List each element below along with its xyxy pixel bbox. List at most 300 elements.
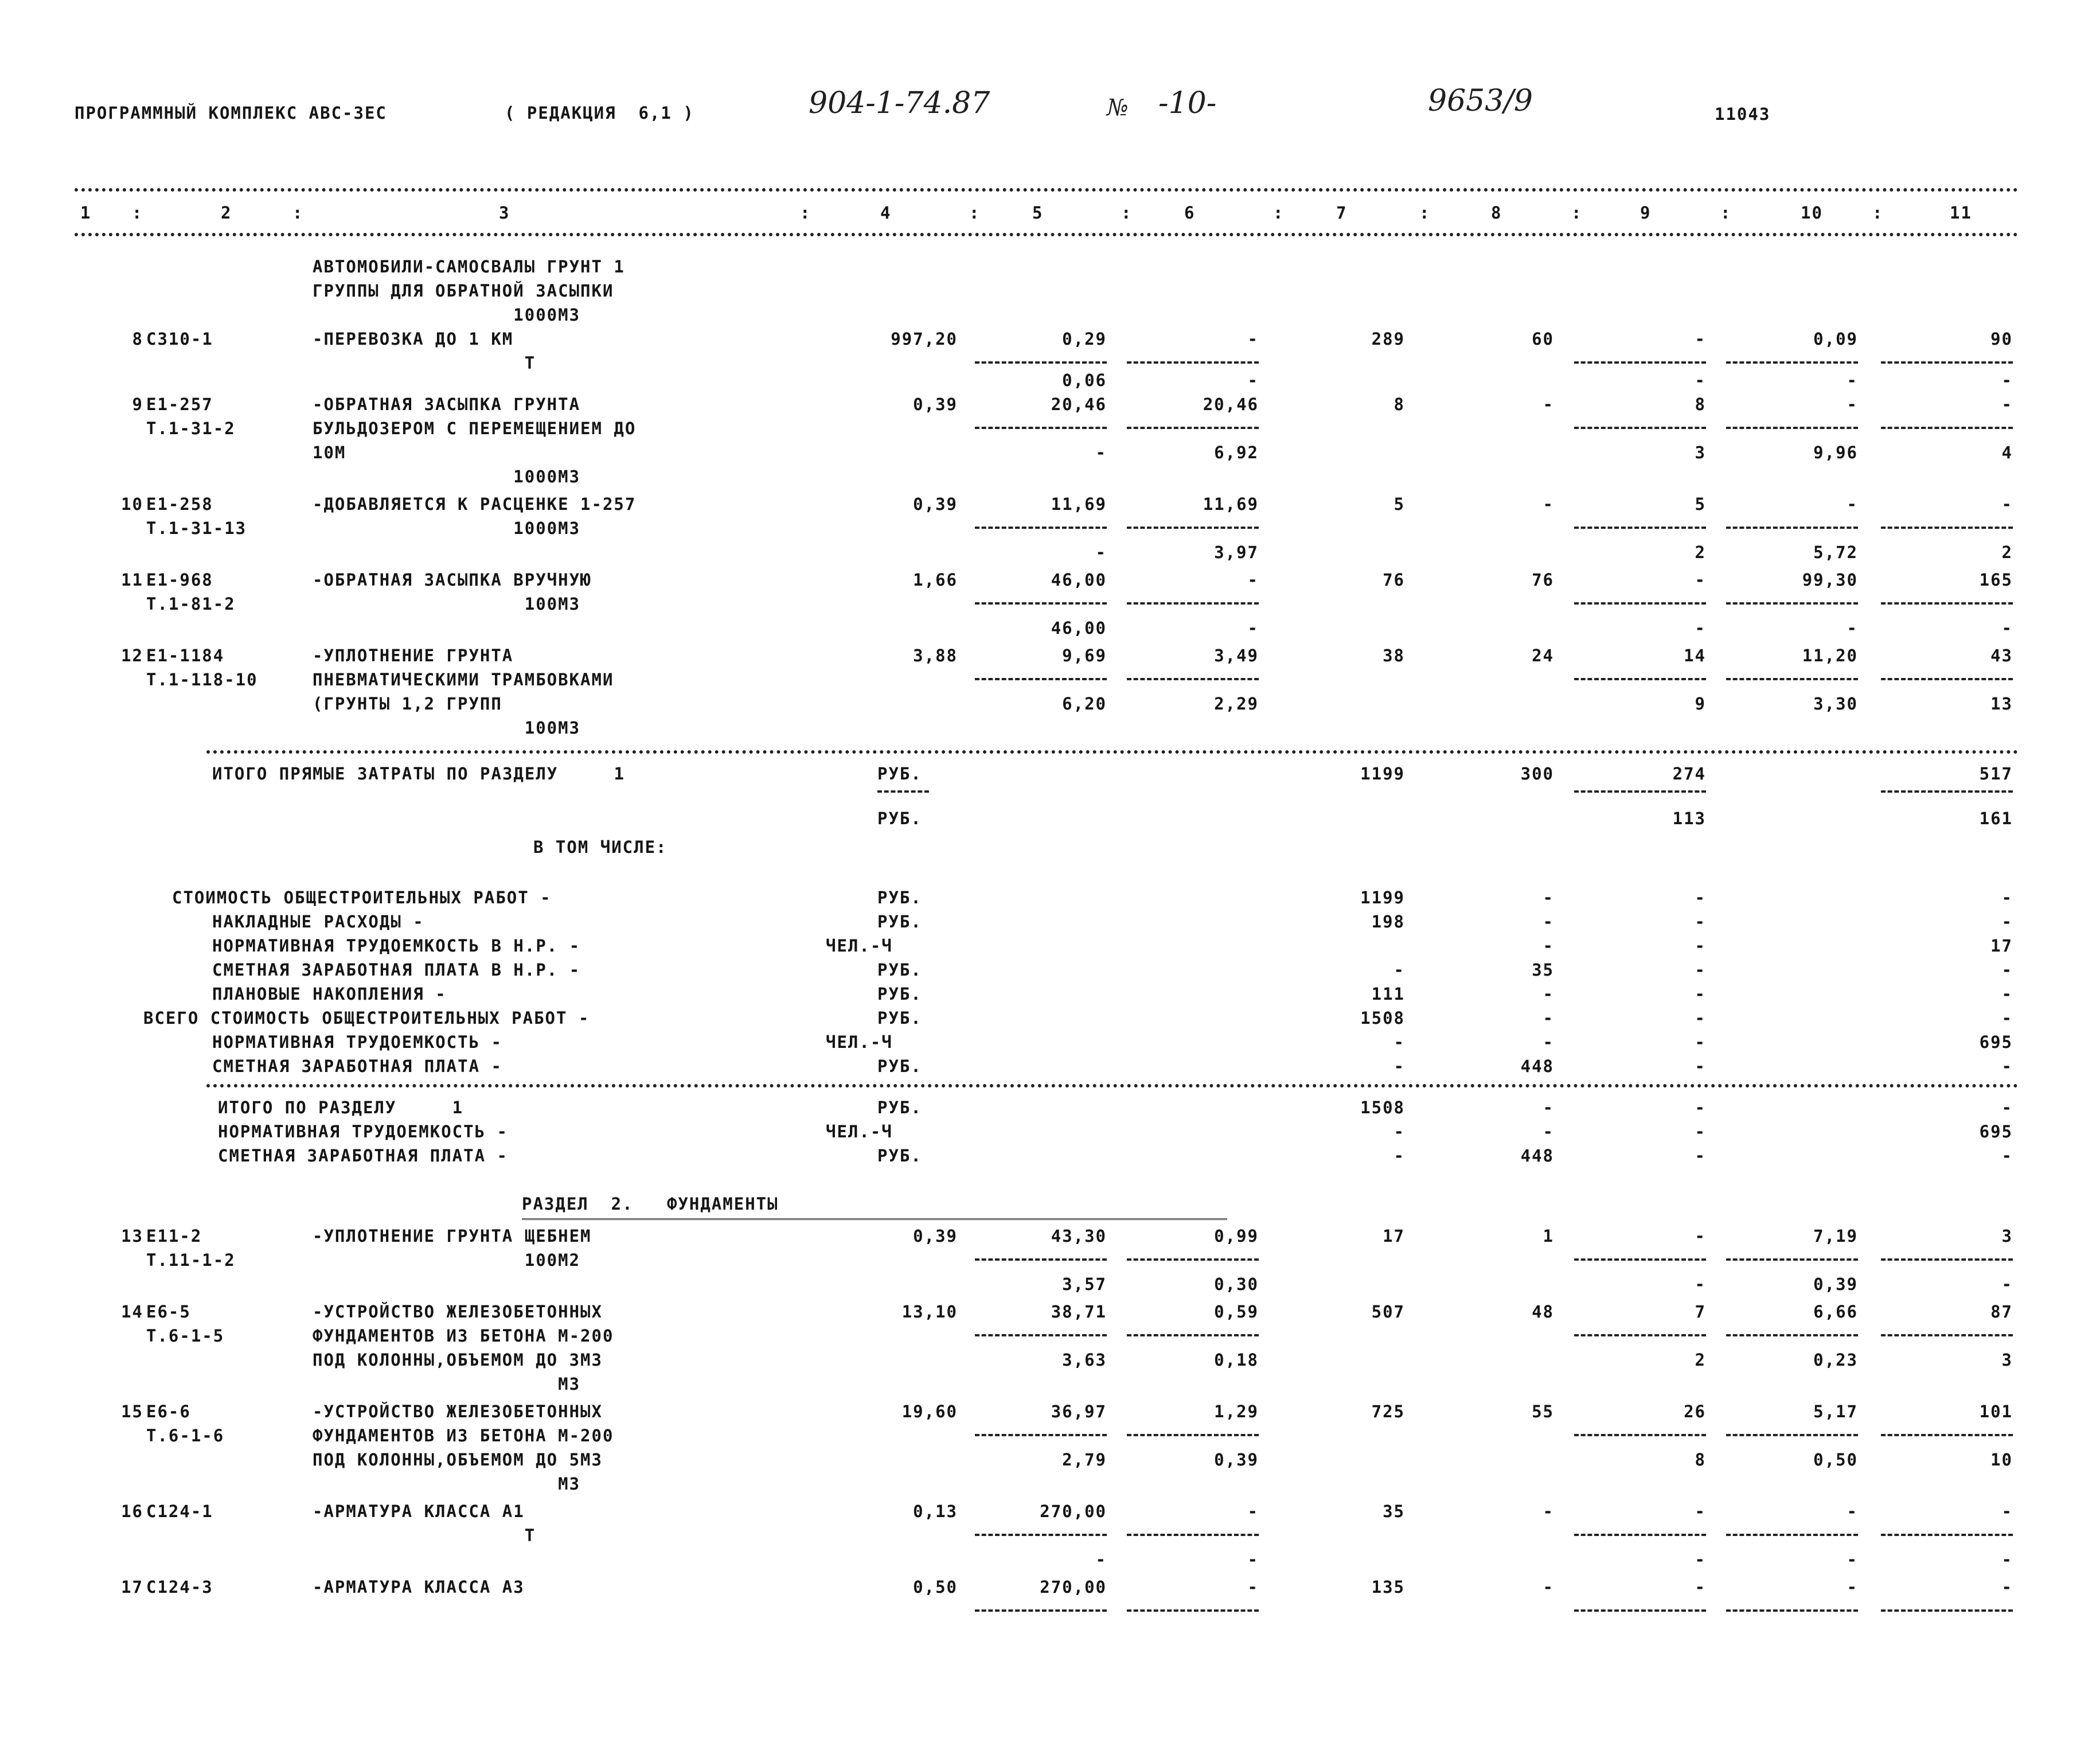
subtotal-dash-line [1574, 427, 1706, 429]
section-2-underline [522, 1218, 1227, 1220]
section-total-label: ИТОГО ПРЯМЫЕ ЗАТРАТЫ ПО РАЗДЕЛУ 1 [212, 764, 626, 783]
section-summary-labor: - [2001, 1146, 2013, 1165]
summary-cost: - [1394, 1032, 1405, 1052]
item-description-line: 100М3 [313, 718, 581, 738]
page-number: -10- [1158, 86, 1217, 120]
item-description-line: -УСТРОЙСТВО ЖЕЛЕЗОБЕТОННЫХ [313, 1302, 603, 1322]
unit-cost-machines: 0,99 [1214, 1226, 1259, 1246]
machine-wages: 9 [1695, 694, 1706, 714]
subtotal-dash-line [1574, 1434, 1706, 1436]
labor-total: 165 [1979, 570, 2013, 590]
summary-cost: - [1394, 960, 1405, 980]
section-summary-unit: РУБ. [877, 1098, 922, 1117]
rate-reference: Т.6-1-5 [146, 1326, 225, 1346]
subtotal-dash-line [1127, 602, 1259, 605]
subtotal-dash-line [1127, 1534, 1259, 1536]
unit-dash-line [877, 790, 929, 793]
total-wages: - [1543, 395, 1554, 414]
section-summary-unit: ЧЕЛ.-Ч [826, 1122, 893, 1141]
document-number: 9653/9 [1428, 84, 1533, 118]
unit-wages: 3,57 [1062, 1274, 1107, 1294]
labor-unit: 11,20 [1802, 646, 1858, 665]
subtotal-dash-line [1726, 527, 1858, 529]
total-wages: 24 [1532, 646, 1554, 665]
subtotal-dash-line [1127, 1434, 1259, 1436]
subtotal-dash-line [1574, 1609, 1706, 1612]
section-rule [206, 1084, 2019, 1087]
previous-labor-unit: - [1847, 371, 1858, 390]
summary-labor: - [2001, 960, 2013, 980]
labor-total: - [2001, 395, 2013, 414]
machine-wages: - [1695, 1274, 1706, 1294]
subtotal-dash-line [975, 1609, 1107, 1612]
labor-unit: - [1847, 1502, 1858, 1521]
subtotal-dash-line [1726, 678, 1858, 680]
subtotal-dash-line [1127, 1609, 1259, 1612]
labor-machine-total: 10 [1990, 1450, 2013, 1469]
item-description-line: ГРУППЫ ДЛЯ ОБРАТНОЙ ЗАСЫПКИ [313, 281, 614, 301]
column-separator: : [1720, 203, 1732, 223]
machine-wages: 2 [1695, 543, 1706, 562]
header-rule-bottom [75, 233, 2019, 236]
subtotal-dash-line [1881, 1434, 2013, 1436]
section-summary-unit: РУБ. [877, 1146, 922, 1165]
item-description-line: АВТОМОБИЛИ-САМОСВАЛЫ ГРУНТ 1 [313, 257, 625, 276]
labor-total: 3 [2001, 1226, 2013, 1246]
column-header-11: 11 [1950, 203, 1972, 223]
total-cost: 507 [1371, 1302, 1405, 1322]
summary-unit: РУБ. [877, 1057, 922, 1076]
program-title: ПРОГРАММНЫЙ КОМПЛЕКС АВС-3ЕС [75, 103, 387, 123]
labor-machine-unit: - [1847, 618, 1858, 638]
subtotal-dash-line [1726, 427, 1858, 429]
item-description-line: М3 [313, 1474, 581, 1494]
section-total-labor: 517 [1979, 764, 2013, 783]
subtotal-dash-line [1127, 361, 1259, 364]
summary-wages: 448 [1520, 1057, 1554, 1076]
total-cost: 289 [1371, 329, 1405, 349]
subtotal-dash-line [1881, 427, 2013, 429]
subtotal-dash-line [1726, 1609, 1858, 1612]
rate-reference: Т.1-31-13 [146, 519, 247, 538]
column-separator: : [969, 203, 981, 223]
subtotal-dash-line [1574, 1334, 1706, 1336]
unit-cost-total: 43,30 [1051, 1226, 1107, 1246]
header-rule-top [75, 188, 2019, 192]
labor-unit: 0,09 [1813, 329, 1858, 349]
total-cost: 8 [1394, 395, 1405, 414]
previous-machine-wages: - [1247, 371, 1259, 390]
row-number: 15 [121, 1402, 143, 1421]
summary-cost: 198 [1371, 912, 1405, 931]
row-number: 10 [121, 494, 143, 514]
item-description-line: -УПЛОТНЕНИЕ ГРУНТА ЩЕБНЕМ [313, 1226, 592, 1246]
summary-labor: - [2001, 888, 2013, 907]
total-cost: 35 [1383, 1502, 1405, 1521]
subtotal-dash-line [975, 361, 1107, 364]
rate-reference: Т.1-118-10 [146, 670, 258, 689]
section-summary-labor: - [2001, 1098, 2013, 1117]
total-cost: 38 [1383, 646, 1405, 665]
section-summary-cost: 1508 [1360, 1098, 1405, 1117]
labor-machine-unit: 0,50 [1813, 1450, 1858, 1469]
labor-total: 90 [1990, 329, 2013, 349]
summary-machines: - [1695, 1032, 1706, 1052]
labor-total: - [2001, 1502, 2013, 1521]
section-summary-wages: - [1543, 1122, 1554, 1141]
summary-unit: РУБ. [877, 1008, 922, 1028]
summary-unit: РУБ. [877, 960, 922, 980]
subtotal-dash-line [975, 678, 1107, 680]
summary-label: ПЛАНОВЫЕ НАКОПЛЕНИЯ - [212, 984, 447, 1004]
labor-unit: 99,30 [1802, 570, 1858, 590]
column-separator: : [132, 203, 143, 223]
unit-cost-machines: - [1247, 1577, 1259, 1597]
unit-cost-total: 0,29 [1062, 329, 1107, 349]
subtotal-dash-line [975, 1434, 1107, 1436]
subtotal-dash-line [975, 427, 1107, 429]
summary-labor: - [2001, 1008, 2013, 1028]
subtotal-dash-line [1881, 678, 2013, 680]
unit-cost-total: 36,97 [1051, 1402, 1107, 1421]
unit-wages: - [1095, 1550, 1107, 1569]
unit-machine-wages: - [1247, 618, 1259, 638]
unit-machine-wages: 0,18 [1214, 1350, 1259, 1370]
unit-cost-machines: 1,29 [1214, 1402, 1259, 1421]
unit-cost-machines: - [1247, 1502, 1259, 1521]
subtotal-dash-line [1127, 1334, 1259, 1336]
subtotal-dash-line [975, 1334, 1107, 1336]
labor-unit: - [1847, 1577, 1858, 1597]
total-machines: - [1695, 1502, 1706, 1521]
labor-machine-unit: - [1847, 1550, 1858, 1569]
labor-total: 43 [1990, 646, 2013, 665]
unit-cost-total: 46,00 [1051, 570, 1107, 590]
row-number: 11 [121, 570, 143, 590]
total-machines: - [1695, 329, 1706, 349]
total-machines: 26 [1684, 1402, 1706, 1421]
item-description-line: ПОД КОЛОННЫ,ОБЪЕМОМ ДО 3М3 [313, 1350, 603, 1370]
quantity: 3,88 [913, 646, 958, 665]
machine-wages: - [1695, 618, 1706, 638]
machine-wages: 8 [1695, 1450, 1706, 1469]
column-header-9: 9 [1640, 203, 1652, 223]
rate-reference: Т.11-1-2 [146, 1250, 236, 1270]
total-machines: - [1695, 570, 1706, 590]
summary-machines: - [1695, 1057, 1706, 1076]
summary-unit: ЧЕЛ.-Ч [826, 1032, 893, 1052]
rate-code: Е1-968 [146, 570, 213, 590]
labor-machine-unit: 0,39 [1813, 1274, 1858, 1294]
unit-machine-wages: - [1247, 1550, 1259, 1569]
subtotal-dash-line [1881, 1334, 2013, 1336]
quantity: 997,20 [891, 329, 958, 349]
unit-machine-wages: 3,97 [1214, 543, 1259, 562]
item-description-line: -ПЕРЕВОЗКА ДО 1 КМ [313, 329, 514, 349]
column-separator: : [1872, 203, 1884, 223]
section-total-machine-wages: 113 [1672, 809, 1706, 828]
subtotal-dash-line [1881, 361, 2013, 364]
summary-machines: - [1695, 984, 1706, 1004]
labor-unit: 5,17 [1813, 1402, 1858, 1421]
section-total-machines: 274 [1672, 764, 1706, 783]
labor-machine-total: - [2001, 618, 2013, 638]
subtotal-dash-line [1726, 1434, 1858, 1436]
previous-machine-total: - [1695, 371, 1706, 390]
subtotal-dash-line [1726, 1258, 1858, 1261]
rate-code: Е11-2 [146, 1226, 202, 1246]
total-machines: - [1695, 1577, 1706, 1597]
rate-reference: Т.1-31-2 [146, 419, 236, 438]
item-description-line: М3 [313, 1374, 581, 1394]
number-mark: № [1107, 95, 1129, 121]
total-cost: 135 [1371, 1577, 1405, 1597]
subtotal-dash-line [1574, 527, 1706, 529]
subtotal-dash-line [1574, 1534, 1706, 1536]
code-number: 11043 [1715, 104, 1771, 124]
column-header-6: 6 [1184, 203, 1196, 223]
section-summary-labor: 695 [1979, 1122, 2013, 1141]
section-rule [206, 750, 2019, 754]
item-description-line: -ДОБАВЛЯЕТСЯ К РАСЦЕНКЕ 1-257 [313, 494, 637, 514]
summary-machines: - [1695, 888, 1706, 907]
labor-machine-total: 3 [2001, 1350, 2013, 1370]
unit-cost-total: 9,69 [1062, 646, 1107, 665]
section-summary-cost: - [1394, 1122, 1405, 1141]
total-cost: 76 [1383, 570, 1405, 590]
summary-wages: - [1543, 1032, 1554, 1052]
rate-code: С310-1 [146, 329, 213, 349]
total-wages: 55 [1532, 1402, 1554, 1421]
item-description-line: -ОБРАТНАЯ ЗАСЫПКА ГРУНТА [313, 395, 581, 414]
item-description-line: 1000М3 [313, 305, 581, 325]
rate-code: Е1-1184 [146, 646, 225, 665]
unit-cost-machines: - [1247, 570, 1259, 590]
summary-labor: 17 [1990, 936, 2013, 956]
section-summary-cost: - [1394, 1146, 1405, 1165]
column-separator: : [292, 203, 304, 223]
subtotal-dash-line [1881, 1534, 2013, 1536]
summary-machines: - [1695, 912, 1706, 931]
item-description-line: ПОД КОЛОННЫ,ОБЪЕМОМ ДО 5М3 [313, 1450, 603, 1469]
summary-labor: - [2001, 984, 2013, 1004]
labor-machine-unit: 3,30 [1813, 694, 1858, 714]
item-description-line: ФУНДАМЕНТОВ ИЗ БЕТОНА М-200 [313, 1426, 614, 1445]
column-separator: : [800, 203, 811, 223]
summary-label: НАКЛАДНЫЕ РАСХОДЫ - [212, 912, 424, 931]
quantity: 13,10 [901, 1302, 958, 1322]
item-description-line: Т [313, 1526, 536, 1545]
column-header-4: 4 [880, 203, 892, 223]
unit-cost-total: 270,00 [1040, 1502, 1107, 1521]
labor-unit: 7,19 [1813, 1226, 1858, 1246]
item-description-line: -ОБРАТНАЯ ЗАСЫПКА ВРУЧНУЮ [313, 570, 592, 590]
labor-machine-total: - [2001, 1274, 2013, 1294]
item-description-line: -УСТРОЙСТВО ЖЕЛЕЗОБЕТОННЫХ [313, 1402, 603, 1421]
summary-label: СМЕТНАЯ ЗАРАБОТНАЯ ПЛАТА В Н.Р. - [212, 960, 581, 980]
item-description-line: БУЛЬДОЗЕРОМ С ПЕРЕМЕЩЕНИЕМ ДО [313, 419, 637, 438]
unit-machine-wages: 6,92 [1214, 443, 1259, 462]
total-wages: - [1543, 494, 1554, 514]
subtotal-dash-line [1726, 1534, 1858, 1536]
subtotal-dash-line [1127, 427, 1259, 429]
unit-cost-machines: 3,49 [1214, 646, 1259, 665]
unit-wages: 46,00 [1051, 618, 1107, 638]
item-description-line: 10М [313, 443, 346, 462]
subtotal-dash-line [975, 1534, 1107, 1536]
total-machines: 5 [1695, 494, 1706, 514]
summary-wages: - [1543, 1008, 1554, 1028]
item-description-line: 1000М3 [313, 467, 581, 486]
subtotal-dash-line [1726, 1334, 1858, 1336]
subtotal-dash-line [1127, 1258, 1259, 1261]
rate-code: С124-1 [146, 1502, 213, 1521]
summary-machines: - [1695, 960, 1706, 980]
unit-wages: 6,20 [1062, 694, 1107, 714]
currency-unit: РУБ. [877, 764, 922, 783]
subtotal-dash-line [975, 1258, 1107, 1261]
section-summary-wages: 448 [1520, 1146, 1554, 1165]
rate-code: Е6-6 [146, 1402, 191, 1421]
summary-wages: - [1543, 912, 1554, 931]
subtotal-dash-line [1881, 1609, 2013, 1612]
row-number: 13 [121, 1226, 143, 1246]
labor-machine-total: - [2001, 1550, 2013, 1569]
quantity: 0,39 [913, 395, 958, 414]
unit-cost-machines: 20,46 [1203, 395, 1259, 414]
quantity: 0,13 [913, 1502, 958, 1521]
unit-cost-total: 11,69 [1051, 494, 1107, 514]
section-summary-label: ИТОГО ПО РАЗДЕЛУ 1 [218, 1098, 464, 1117]
unit-cost-total: 38,71 [1051, 1302, 1107, 1322]
quantity: 1,66 [913, 570, 958, 590]
column-header-1: 1 [80, 203, 92, 223]
section-total-cost: 1199 [1360, 764, 1405, 783]
project-number: 904-1-74.87 [809, 86, 990, 120]
item-description-line: -АРМАТУРА КЛАССА А1 [313, 1502, 525, 1521]
labor-machine-total: 4 [2001, 443, 2013, 462]
total-wages: 48 [1532, 1302, 1554, 1322]
summary-cost: 111 [1371, 984, 1405, 1004]
total-wages: 60 [1532, 329, 1554, 349]
quantity: 0,50 [913, 1577, 958, 1597]
section-summary-machines: - [1695, 1146, 1706, 1165]
subtotal-dash-line [1574, 602, 1706, 605]
row-number: 9 [132, 395, 143, 414]
total-machines: - [1695, 1226, 1706, 1246]
column-separator: : [1419, 203, 1431, 223]
column-separator: : [1571, 203, 1583, 223]
column-header-10: 10 [1801, 203, 1823, 223]
row-number: 12 [121, 646, 143, 665]
total-wages: - [1543, 1577, 1554, 1597]
total-machines: 7 [1695, 1302, 1706, 1322]
summary-machines: - [1695, 1008, 1706, 1028]
section-total-wages: 300 [1520, 764, 1554, 783]
section-total-machine-labor: 161 [1979, 809, 2013, 828]
row-number: 14 [121, 1302, 143, 1322]
column-separator: : [1273, 203, 1285, 223]
labor-machine-unit: 5,72 [1813, 543, 1858, 562]
total-machines: 8 [1695, 395, 1706, 414]
column-separator: : [1121, 203, 1133, 223]
unit-machine-wages: 0,39 [1214, 1450, 1259, 1469]
unit-machine-wages: 2,29 [1214, 694, 1259, 714]
total-cost: 725 [1371, 1402, 1405, 1421]
summary-machines: - [1695, 936, 1706, 956]
unit-machine-wages: 0,30 [1214, 1274, 1259, 1294]
machine-wages: - [1695, 1550, 1706, 1569]
subtotal-dash-line [1726, 361, 1858, 364]
subtotal-dash-line [1881, 1258, 2013, 1261]
subtotal-dash-line [1881, 790, 2013, 793]
labor-total: 101 [1979, 1402, 2013, 1421]
unit-wages: 2,79 [1062, 1450, 1107, 1469]
column-header-2: 2 [221, 203, 232, 223]
summary-labor: - [2001, 1057, 2013, 1076]
summary-unit: РУБ. [877, 984, 922, 1004]
machine-wages: 3 [1695, 443, 1706, 462]
machine-wages: 2 [1695, 1350, 1706, 1370]
quantity: 0,39 [913, 1226, 958, 1246]
total-wages: - [1543, 1502, 1554, 1521]
summary-unit: РУБ. [877, 912, 922, 931]
rate-code: С124-3 [146, 1577, 213, 1597]
column-header-5: 5 [1032, 203, 1044, 223]
summary-labor: 695 [1979, 1032, 2013, 1052]
rate-code: Е1-257 [146, 395, 213, 414]
subtotal-dash-line [1574, 678, 1706, 680]
column-header-8: 8 [1491, 203, 1502, 223]
labor-unit: - [1847, 494, 1858, 514]
labor-unit: - [1847, 395, 1858, 414]
total-wages: 76 [1532, 570, 1554, 590]
unit-wages: - [1095, 443, 1107, 462]
row-number: 17 [121, 1577, 143, 1597]
section-summary-wages: - [1543, 1098, 1554, 1117]
labor-unit: 6,66 [1813, 1302, 1858, 1322]
subtotal-dash-line [1881, 527, 2013, 529]
unit-cost-total: 270,00 [1040, 1577, 1107, 1597]
unit-cost-machines: - [1247, 329, 1259, 349]
total-cost: 5 [1394, 494, 1405, 514]
summary-wages: - [1543, 936, 1554, 956]
labor-total: - [2001, 494, 2013, 514]
subtotal-dash-line [975, 602, 1107, 605]
item-description-line: Т [313, 353, 536, 373]
total-cost: 17 [1383, 1226, 1405, 1246]
summary-label: НОРМАТИВНАЯ ТРУДОЕМКОСТЬ - [212, 1032, 502, 1052]
subtotal-dash-line [1726, 602, 1858, 605]
row-number: 8 [132, 329, 143, 349]
edition-label: ( РЕДАКЦИЯ 6,1 ) [505, 103, 694, 123]
currency-unit: РУБ. [877, 809, 922, 828]
item-description-line: ФУНДАМЕНТОВ ИЗ БЕТОНА М-200 [313, 1326, 614, 1346]
summary-label: НОРМАТИВНАЯ ТРУДОЕМКОСТЬ В Н.Р. - [212, 936, 581, 956]
labor-machine-unit: 0,23 [1813, 1350, 1858, 1370]
section-2-title: РАЗДЕЛ 2. ФУНДАМЕНТЫ [522, 1194, 779, 1214]
summary-wages: 35 [1532, 960, 1554, 980]
section-summary-label: НОРМАТИВНАЯ ТРУДОЕМКОСТЬ - [218, 1122, 508, 1141]
item-description-line: (ГРУНТЫ 1,2 ГРУПП [313, 694, 502, 714]
row-number: 16 [121, 1502, 143, 1521]
rate-reference: Т.6-1-6 [146, 1426, 225, 1445]
summary-labor: - [2001, 912, 2013, 931]
summary-unit: РУБ. [877, 888, 922, 907]
including-label: В ТОМ ЧИСЛЕ: [533, 837, 668, 857]
section-summary-machines: - [1695, 1098, 1706, 1117]
summary-label: СМЕТНАЯ ЗАРАБОТНАЯ ПЛАТА - [212, 1057, 502, 1076]
